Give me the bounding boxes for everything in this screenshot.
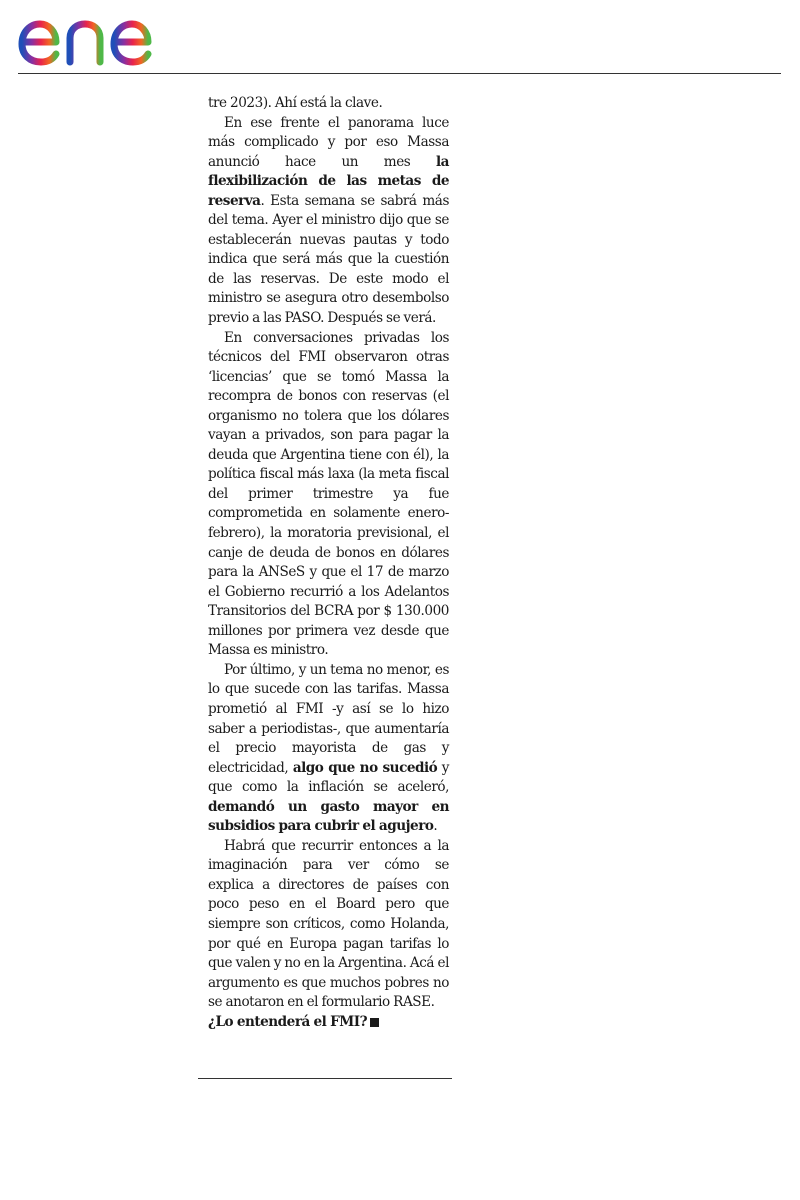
paragraph-4: Por último, y un tema no menor, es lo que sucede con las tarifas. Massa prometió al FMI -y así se lo hizo saber a periodistas-, que aumentaría el precio mayorista de gas y electricidad, algo que no sucedió y que como la inflación se aceleró, demandó un gasto mayor en subsidios para cubrir el agujero. [208, 661, 449, 835]
logo-text: enel [16, 4, 19, 5]
bold-phrase: la flexibilización de las metas de reserva [208, 153, 449, 209]
paragraph-1: tre 2023). Ahí está la clave. [208, 95, 383, 111]
paragraph-2: En ese frente el panorama luce más complicado y por eso Massa anunció hace un mes la flexibilización de las metas de reserva. Esta semana se sabrá más del tema. Ayer el ministro dijo que se establecerán nuevas pautas y todo indica que será más que la cuestión de las reservas. De este modo el ministro se asegura otro desembolso previo a las PASO. Después se verá. [208, 114, 449, 327]
end-of-article-square-icon [370, 1018, 379, 1027]
paragraph-5: Habrá que recurrir entonces a la imaginación para ver cómo se explica a directores de países con poco peso en el Board pero que siempre son críticos, como Holanda, por qué en Europa pagan tarifas lo que valen y no en la Argentina. Acá el argumento es que muchos pobres no se anotaron en el formulario RASE. ¿Lo entenderá el FMI? [208, 837, 449, 1030]
bold-phrase: algo que no sucedió [292, 759, 438, 776]
closing-question: ¿Lo entenderá el FMI? [208, 1013, 368, 1030]
footer-divider [198, 1078, 452, 1079]
header-divider [18, 73, 781, 74]
enel-logo [16, 4, 182, 68]
paragraph-3: En conversaciones privadas los técnicos del FMI observaron otras ‘licencias’ que se tomó Massa la recompra de bonos con reservas (el organismo no tolera que los dólares vayan a privados, son para pagar la deuda que Argentina tiene con él), la política fiscal más laxa (la meta fiscal del primer trimestre ya fue comprometida en solamente enero-febrero), la moratoria previsional, el canje de deuda de bonos en dólares para la ANSeS y que el 17 de marzo el Gobierno recurrió a los Adelantos Transitorios del BCRA por $ 130.000 millones por primera vez desde que Massa es ministro. [208, 329, 449, 659]
article-column [208, 94, 449, 1032]
bold-phrase: demandó un gasto mayor en subsidios para cubrir el agujero [208, 798, 449, 835]
